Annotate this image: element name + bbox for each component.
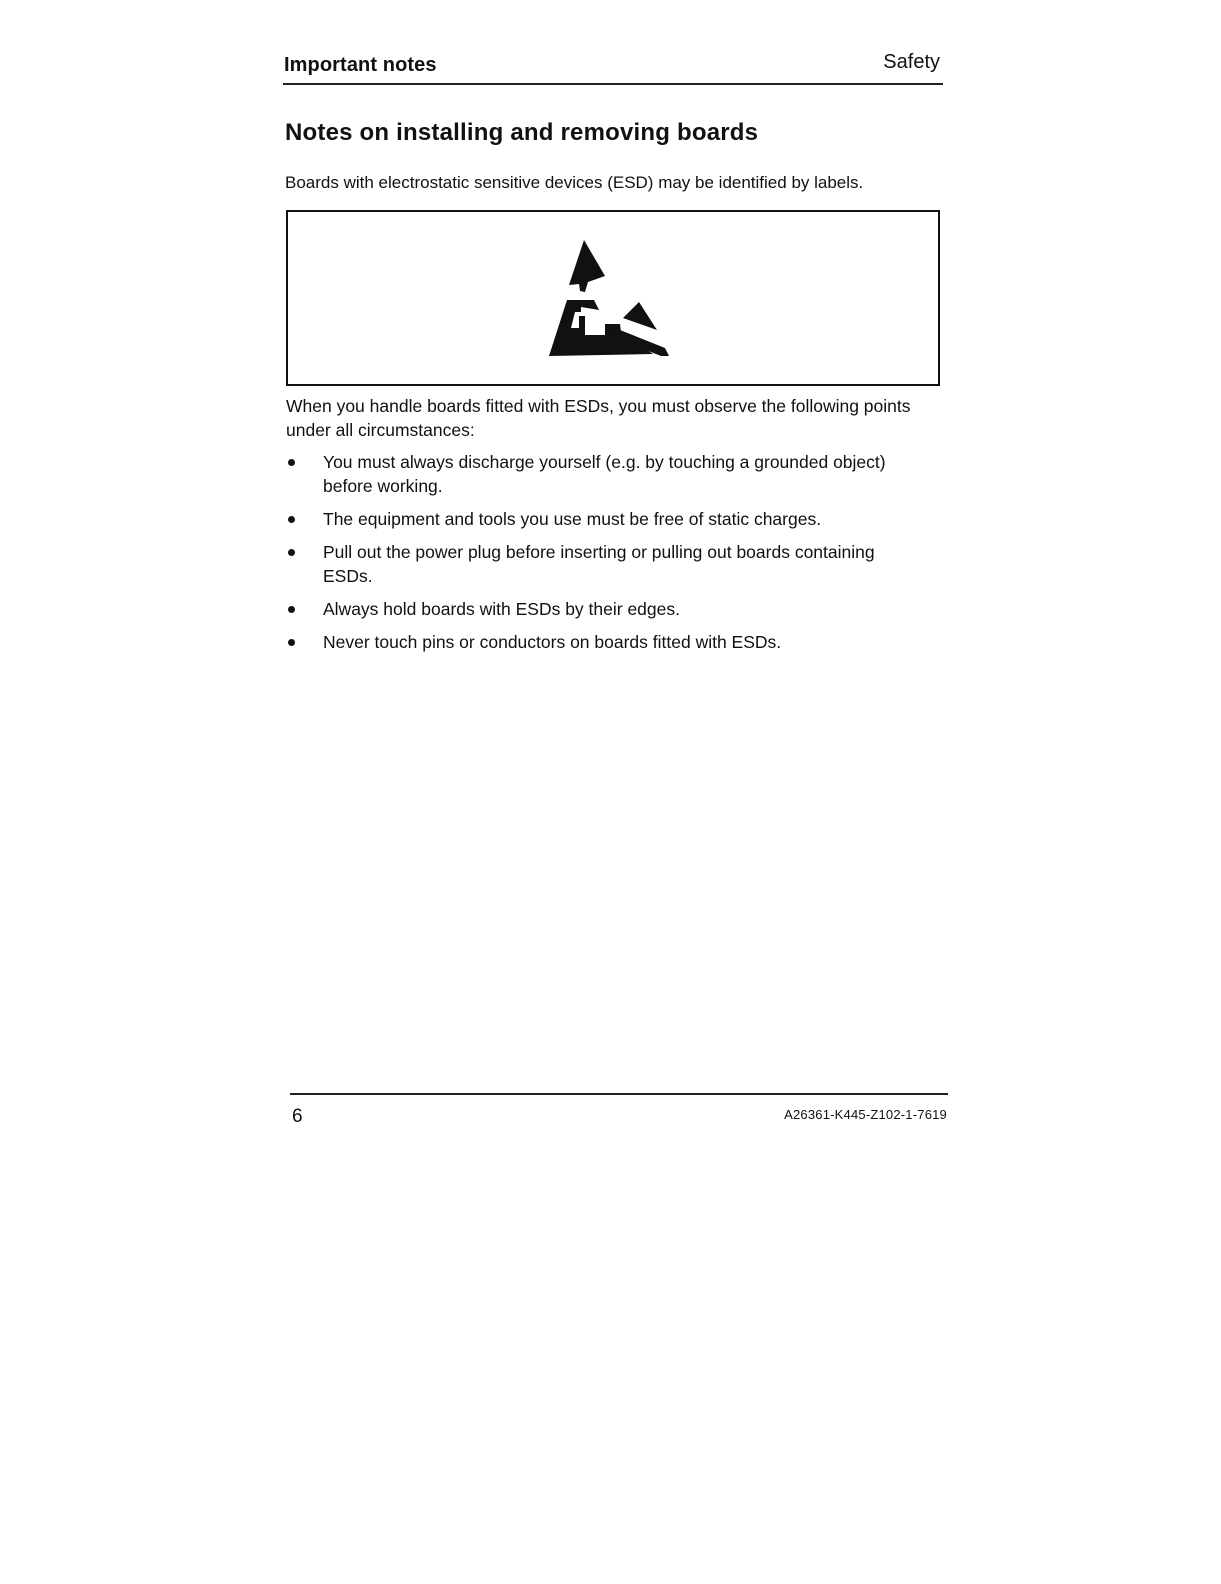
bullet-icon — [288, 606, 295, 613]
esd-warning-icon — [545, 240, 675, 362]
bullet-icon — [288, 549, 295, 556]
list-item — [286, 630, 926, 654]
list-item — [286, 597, 926, 621]
bullet-icon — [288, 639, 295, 646]
list-item-text: The equipment and tools you use must be free of static charges. — [323, 509, 822, 529]
list-item-text: Pull out the power plug before inserting or pulling out boards containing ESDs. — [323, 542, 875, 586]
list-item — [286, 507, 926, 531]
footer-divider — [290, 1093, 948, 1095]
page-title: Notes on installing and removing boards — [285, 119, 759, 146]
document-code: A26361-K445-Z102-1-7619 — [784, 1107, 947, 1122]
page-header — [283, 50, 943, 85]
header-category: Safety — [883, 51, 940, 73]
list-item-text: Always hold boards with ESDs by their edges. — [323, 599, 680, 619]
list-item-text: Never touch pins or conductors on boards fitted with ESDs. — [323, 632, 782, 652]
list-item-text: You must always discharge yourself (e.g. by touching a grounded object) before working. — [323, 452, 886, 496]
intro-paragraph: Boards with electrostatic sensitive devices (ESD) may be identified by labels. — [285, 173, 864, 192]
list-item — [286, 450, 926, 498]
bullet-icon — [288, 516, 295, 523]
list-item — [286, 540, 926, 588]
header-section-title: Important notes — [284, 54, 437, 76]
handling-points-list — [286, 450, 926, 663]
handling-instructions-lead: When you handle boards fitted with ESDs, you must observe the following points under all circumstances: — [286, 396, 911, 440]
page-number: 6 — [292, 1106, 303, 1127]
bullet-icon — [288, 459, 295, 466]
